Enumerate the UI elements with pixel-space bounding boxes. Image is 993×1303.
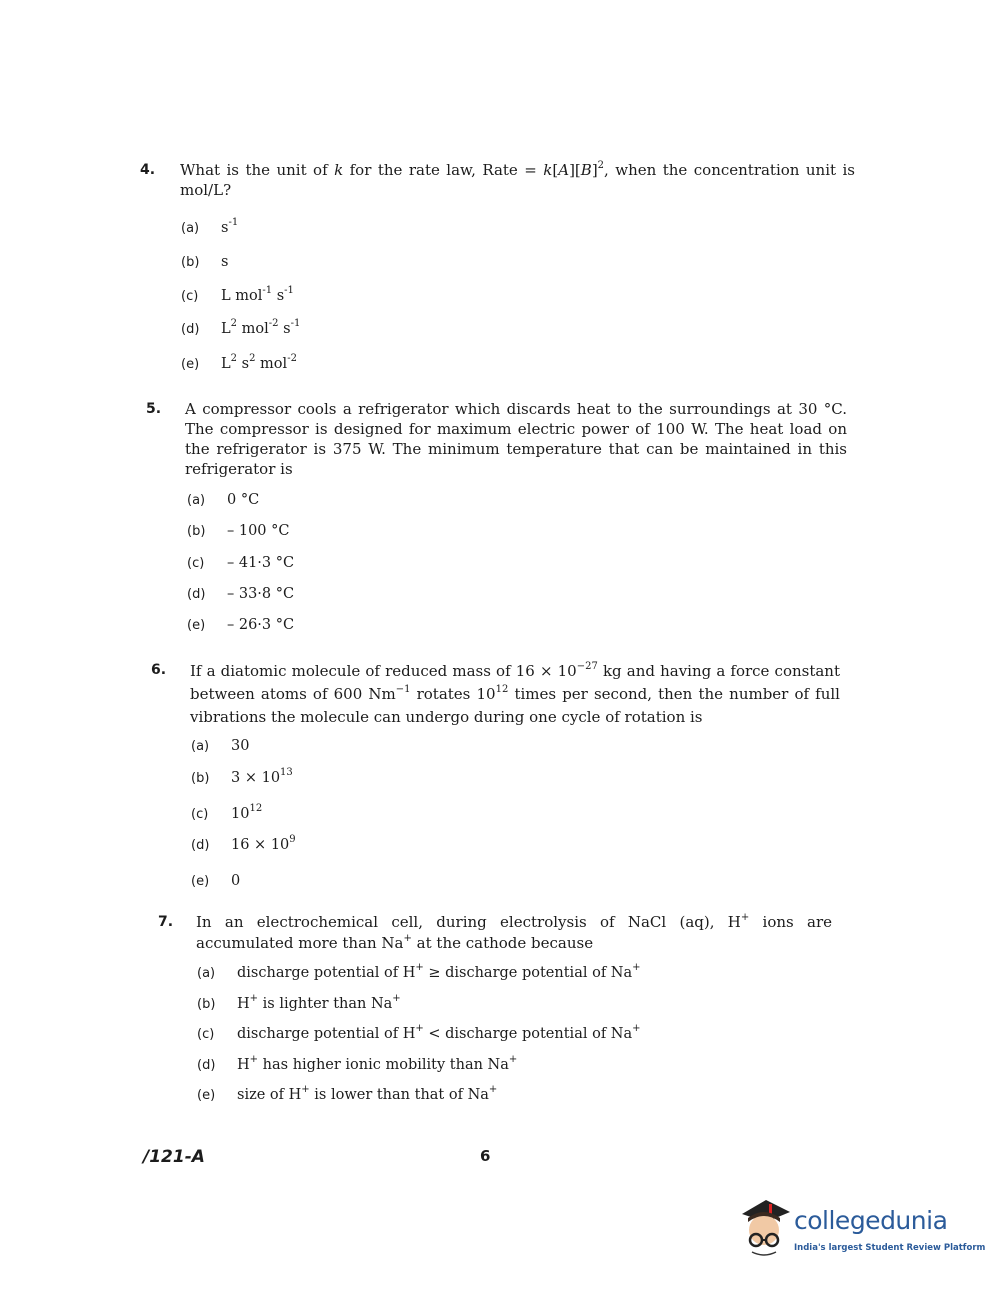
question-number: 4. [140,162,156,178]
question-number: 6. [151,662,167,678]
option-b: (b) $3 \times 10^{13}$ [191,767,293,786]
option-c: (c) L mol$^{-1}$ $s^{-1}$ [181,285,294,304]
mascot-icon [736,1196,796,1260]
option-e: (e) size of H+ is lower than that of Na+ [197,1084,498,1103]
option-c: (c) discharge potential of H+ < discharge potential of Na+ [197,1023,641,1042]
option-d: (d) H+ has higher ionic mobility than Na+ [197,1054,518,1073]
page-number: 6 [480,1147,491,1165]
question-text: What is the unit of k for the rate law, Rate = $k[A][B]^2$, when the concentration unit is mol/L? [180,160,855,199]
brand-tagline: India's largest Student Review Platform [794,1243,986,1253]
option-e: (e) 0 [191,873,241,889]
question-number: 5. [146,401,162,417]
question-text: If a diatomic molecule of reduced mass of $16 \times 10^{-27}$ kg and having a force constant between atoms of 600 $Nm^{-1}$ rotates $10^{12}$ times per second, then the number of full vibrations the molecule can undergo during one cycle of rotation is [190,661,840,726]
option-b: (b) – 100 °C [187,523,290,539]
option-d: (d) $16 \times 10^9$ [191,834,296,853]
option-e: (e) $L^2$ $s^2$ mol$^{-2}$ [181,353,297,372]
option-b: (b) s [181,254,229,270]
option-a: (a) 30 [191,738,250,754]
question-text: In an electrochemical cell, during electrolysis of NaCl (aq), H+ ions are accumulated more than Na+ at the cathode because [196,912,832,952]
option-d: (d) – 33·8 °C [187,586,295,602]
collegedunia-logo [736,1196,986,1266]
question-text: A compressor cools a refrigerator which discards heat to the surroundings at 30 °C. The compressor is designed for maximum electric power of 100 W. The heat load on the refrigerator is 375 W. The minimum temperature that can be maintained in this refrigerator is [185,400,847,478]
option-a: (a) $s^{-1}$ [181,217,239,236]
option-d: (d) $L^2$ mol$^{-2}$ $s^{-1}$ [181,318,301,337]
question-number: 7. [158,914,174,930]
option-c: (c) $10^{12}$ [191,803,263,822]
option-a: (a) discharge potential of H+ ≥ discharge potential of Na+ [197,962,641,981]
option-b: (b) H+ is lighter than Na+ [197,993,401,1012]
option-a: (a) 0 °C [187,492,260,508]
option-c: (c) – 41·3 °C [187,555,295,571]
option-e: (e) – 26·3 °C [187,617,295,633]
paper-code: /121-A [143,1147,205,1167]
brand-name: collegedunia [794,1206,948,1235]
